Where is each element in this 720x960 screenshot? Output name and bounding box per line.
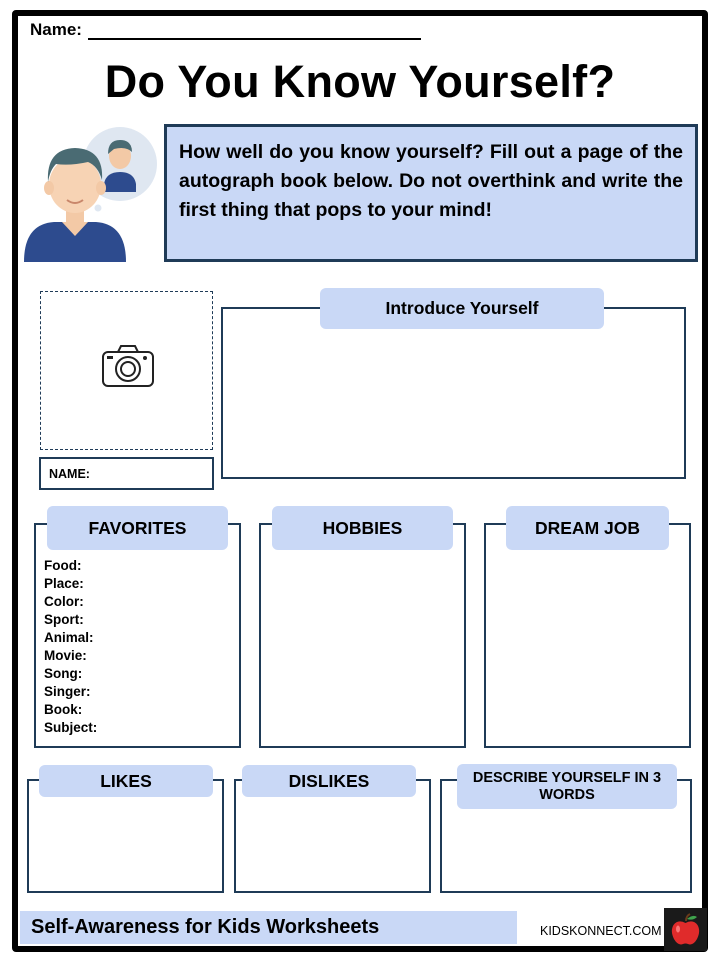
name-blank[interactable] (88, 22, 421, 40)
camera-icon (101, 344, 155, 388)
describe-label: DESCRIBE YOURSELF IN 3 WORDS (457, 764, 677, 809)
student-name-line (30, 20, 421, 40)
brand-logo (664, 908, 707, 951)
favorite-item: Song: (44, 666, 83, 681)
favorite-item: Animal: (44, 630, 94, 645)
photo-name-label: NAME: (49, 467, 90, 481)
thinking-person-illustration (22, 122, 162, 262)
hobbies-label: HOBBIES (272, 506, 453, 550)
apple-icon (664, 908, 707, 951)
introduce-frame[interactable] (221, 307, 686, 479)
name-label: Name: (30, 20, 82, 39)
hobbies-frame[interactable] (259, 523, 466, 748)
favorite-item: Color: (44, 594, 84, 609)
favorite-item: Singer: (44, 684, 91, 699)
likes-label: LIKES (39, 765, 213, 797)
dislikes-label: DISLIKES (242, 765, 416, 797)
favorite-item: Movie: (44, 648, 87, 663)
favorites-label: FAVORITES (47, 506, 228, 550)
page-title: Do You Know Yourself? (104, 56, 616, 107)
dream-job-frame[interactable] (484, 523, 691, 748)
favorite-item: Food: (44, 558, 82, 573)
site-url[interactable]: KIDSKONNECT.COM (540, 924, 662, 938)
favorite-item: Subject: (44, 720, 98, 735)
instructions-box: How well do you know yourself? Fill out a page of the autograph book below. Do not overthink and write the first thing that pops to your mind! (164, 124, 698, 262)
favorite-item: Place: (44, 576, 84, 591)
footer-title: Self-Awareness for Kids Worksheets (20, 911, 517, 944)
photo-box[interactable] (40, 291, 213, 450)
photo-name-field[interactable] (39, 457, 214, 490)
introduce-label: Introduce Yourself (320, 288, 604, 329)
favorites-list (44, 557, 97, 737)
favorite-item: Book: (44, 702, 83, 717)
favorite-item: Sport: (44, 612, 84, 627)
dream-job-label: DREAM JOB (506, 506, 669, 550)
